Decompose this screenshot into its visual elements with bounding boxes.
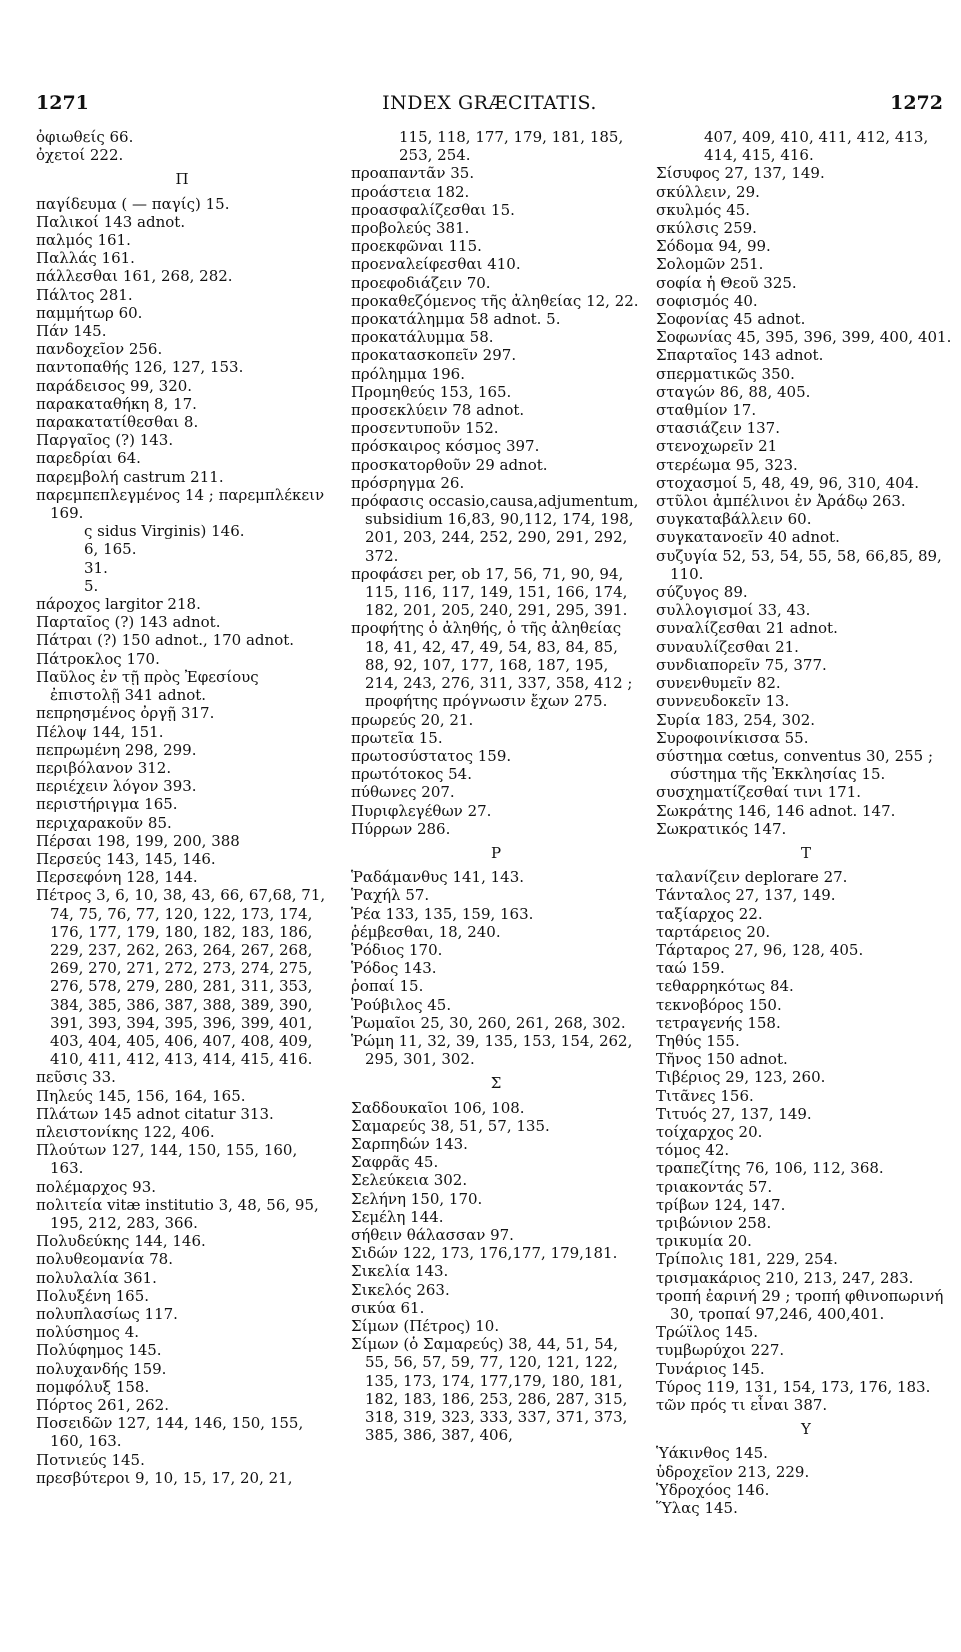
index-entry: Τυνάριος 145. [656,1359,765,1378]
index-entry: σκυλμός 45. [656,200,751,219]
section-letter: Π [175,170,189,189]
index-entry: προβολεύς 381. [351,219,470,238]
index-entry: Τῆνος 150 adnot. [656,1050,788,1069]
index-entry: τριβώνιον 258. [656,1213,772,1232]
index-entry: στῦλοι ἀμπέλινοι ἐν Ἀράδῳ 263. [656,492,906,511]
index-entry: πάλλεσθαι 161, 268, 282. [36,267,233,286]
index-entry: ταρτάρειος 20. [656,922,771,941]
index-entry: προεφοδιάζειν 70. [351,273,491,292]
page-number-left: 1271 [36,92,89,114]
index-entry: τεκνοβόρος 150. [656,995,782,1014]
index-entry: Σαδδουκαῖοι 106, 108. [351,1098,525,1117]
running-header [36,92,943,120]
index-entry: συνδιαπορεῖν 75, 377. [656,655,827,674]
index-entry: σοφισμός 40. [656,291,758,310]
index-entry: συγκατανοεῖν 40 adnot. [656,528,840,547]
index-entry-continuation: 6, 165. [84,540,137,559]
index-entry: Σίμων (Πέτρος) 10. [351,1317,500,1335]
index-entry-continuation: 115, 118, 177, 179, 181, 185, 253, 254. [399,128,624,165]
index-entry: τόμος 42. [656,1141,730,1160]
index-entry: τρίβων 124, 147. [656,1195,786,1214]
section-letter: Τ [800,843,811,862]
index-entry: πολυπλασίως 117. [36,1305,178,1323]
index-entry: προκατάλυμμα 58. [351,328,494,347]
index-entry: συνενθυμεῖν 82. [656,674,781,693]
section-letter: Σ [490,1074,502,1093]
index-entry: πομφόλυξ 158. [36,1377,150,1396]
index-entry-continuation: 407, 409, 410, 411, 412, 413, 414, 415, 416. [704,128,929,165]
index-entry: Σαφρᾶς 45. [351,1153,439,1172]
index-entry: Σαμαρεύς 38, 51, 57, 135. [351,1116,550,1135]
index-entry: προκατασκοπεῖν 297. [351,346,517,365]
index-entry: Ὕλας 145. [656,1499,738,1518]
index-entry: ὀχετοί 222. [36,146,124,165]
index-entry: Σελεύκεια 302. [351,1171,468,1190]
index-entry: παγίδευμα ( — παγίς) 15. [36,194,230,213]
index-entry: προκαθεζόμενος τῆς ἀληθείας 12, 22. [351,291,639,310]
index-entry: πρόφασις occasio,causa,adjumentum, subsidium 16,83, 90,112, 174, 198, 201, 203, 244, 252, 290, 291, 292, 372. [351,492,639,565]
index-entry: Τάρταρος 27, 96, 128, 405. [656,940,864,959]
index-entry: Τιτᾶνες 156. [656,1086,754,1105]
index-entry: περιέχειν λόγον 393. [36,777,197,796]
index-entry: σύζυγος 89. [656,583,748,602]
index-entry: προαπαντᾶν 35. [351,164,475,183]
index-entry: Σπαρταῖος 143 adnot. [656,346,824,365]
index-entry: στερέωμα 95, 323. [656,455,798,474]
index-entry: τροπή ἐαρινή 29 ; τροπή φθινοπωρινή 30, τροπαί 97,246, 400,401. [656,1286,944,1323]
index-entry: Ποτνιεύς 145. [36,1450,145,1469]
index-entry: τυμβωρύχοι 227. [656,1341,785,1360]
section-letter: Υ [801,1420,811,1439]
index-entry: πρωτοσύστατος 159. [351,746,512,765]
index-entry: ὀφιωθείς 66. [36,128,134,146]
index-entry: Πηλεύς 145, 156, 164, 165. [36,1086,246,1105]
index-entry: σήθειν θάλασσαν 97. [351,1225,514,1244]
index-entry: τετραγενής 158. [656,1013,781,1032]
index-entry: παντοπαθής 126, 127, 153. [36,358,244,377]
index-entry: Παλικοί 143 adnot. [36,212,186,231]
index-entry: τῶν πρός τι εἶναι 387. [656,1396,828,1415]
index-entry: Πλούτων 127, 144, 150, 155, 160, 163. [36,1141,298,1178]
index-entry: Σαρπηδών 143. [351,1134,468,1153]
index-entry: προεκφῶναι 115. [351,237,482,256]
index-entry: Πυριφλεγέθων 27. [351,801,492,820]
index-entry: πεπρωμένη 298, 299. [36,740,197,759]
index-entry: Τιτυός 27, 137, 149. [656,1104,812,1123]
index-entry: τρισμακάριος 210, 213, 247, 283. [656,1268,914,1287]
index-entry: συζυγία 52, 53, 54, 55, 58, 66,85, 89, 110. [656,546,942,583]
index-entry: Ῥωμαῖοι 25, 30, 260, 261, 268, 302. [351,1013,626,1032]
index-entry: σπερματικῶς 350. [656,364,795,383]
index-entry: Περσεύς 143, 145, 146. [36,849,216,868]
index-entry: παρακατατίθεσθαι 8. [36,413,199,432]
index-entry: πρεσβύτεροι 9, 10, 15, 17, 20, 21, [36,1468,293,1487]
index-entry: Παρταῖος (?) 143 adnot. [36,613,221,632]
index-entry: συγκαταβάλλειν 60. [656,510,812,529]
index-entry: πολύσημος 4. [36,1323,140,1342]
index-entry: συλλογισμοί 33, 43. [656,601,811,620]
index-entry: Ῥόδος 143. [351,959,437,978]
index-entry: Πάτραι (?) 150 adnot., 170 adnot. [36,631,295,650]
index-entry: περιβόλανον 312. [36,758,172,777]
index-entry: περιστήριγμα 165. [36,795,178,814]
index-entry: σκύλλειν, 29. [656,182,760,201]
index-entry: προεναλείφεσθαι 410. [351,255,521,274]
index-entry: προασφαλίζεσθαι 15. [351,200,515,219]
index-entry: Πύρρων 286. [351,819,451,838]
index-entry: Ῥέα 133, 135, 159, 163. [351,904,534,923]
index-entry: Πολυξένη 165. [36,1286,150,1305]
index-entry: Παργαῖος (?) 143. [36,431,174,450]
index-entry: Ῥαχήλ 57. [351,886,430,905]
index-entry: Πολύφημος 145. [36,1341,162,1360]
index-entry: συσχηματίζεσθαί τινι 171. [656,783,862,802]
index-entry: τριακοντάς 57. [656,1177,773,1196]
index-entry-continuation: 31. [84,558,108,577]
index-entry: Πέρσαι 198, 199, 200, 388 [36,831,240,850]
index-entry: πρωτότοκος 54. [351,765,472,784]
index-entry: στασιάζειν 137. [656,419,780,438]
index-entry: πεπρησμένος ὀργῇ 317. [36,704,215,723]
index-entry: πρωρεύς 20, 21. [351,710,474,729]
index-entry: πολιτεία vitæ institutio 3, 48, 56, 95, 195, 212, 283, 366. [36,1195,319,1232]
index-entry: Συροφοινίκισσα 55. [656,728,809,747]
index-column-1 [36,128,328,1487]
index-entry: παρεμβολή castrum 211. [36,467,224,486]
index-entry: Τιβέριος 29, 123, 260. [656,1068,826,1087]
index-entry: Τρίπολις 181, 229, 254. [656,1250,838,1269]
index-entry: Σικελός 263. [351,1280,450,1299]
index-entry: προσεκλύειν 78 adnot. [351,401,525,420]
index-entry: Σίσυφος 27, 137, 149. [656,164,825,183]
index-entry: προσκατορθοῦν 29 adnot. [351,455,548,474]
index-entry: πάροχος largitor 218. [36,595,201,614]
index-entry: Πολυδεύκης 144, 146. [36,1232,206,1251]
index-entry: Ποσειδῶν 127, 144, 146, 150, 155, 160, 163. [36,1414,304,1451]
index-entry: Ῥόδιος 170. [351,940,443,959]
index-entry: πρόλημμα 196. [351,364,465,383]
index-entry: συναλίζεσθαι 21 adnot. [656,619,838,638]
index-entry: τρικυμία 20. [656,1232,752,1251]
index-entry: σύστημα cœtus, conventus 30, 255 ; σύστημα τῆς Ἐκκλησίας 15. [656,746,934,784]
index-entry: Σόδομα 94, 99. [656,237,771,256]
index-entry: Πόρτος 261, 262. [36,1396,169,1415]
index-entry: ὑδροχεῖον 213, 229. [656,1462,810,1481]
index-entry: συναυλίζεσθαι 21. [656,637,799,656]
index-entry: Ῥαδάμανθυς 141, 143. [351,868,525,887]
index-entry: σκύλσις 259. [656,219,757,238]
index-entry: σταθμίον 17. [656,401,757,420]
index-entry: πεῦσις 33. [36,1068,116,1087]
index-entry: Ὑδροχόος 146. [656,1480,770,1499]
index-entry: πολυχανδής 159. [36,1359,167,1378]
index-entry: προκατάλημμα 58 adnot. 5. [351,310,561,329]
index-entry: περιχαρακοῦν 85. [36,813,172,832]
index-entry: Τύρος 119, 131, 154, 173, 176, 183. [656,1377,931,1396]
index-entry: Σοφονίας 45 adnot. [656,310,806,329]
index-entry: πολέμαρχος 93. [36,1177,157,1196]
index-entry: ῥοπαί 15. [351,977,424,996]
page-number-right: 1272 [890,92,943,114]
index-entry: παρεμπεπλεγμένος 14 ; παρεμπλέκειν 169. [36,485,325,523]
index-column-3 [656,128,956,1517]
index-entry: Ὑάκινθος 145. [656,1444,768,1463]
index-entry: Περσεφόνη 128, 144. [36,868,198,887]
index-entry: Πάν 145. [36,322,107,341]
index-entry: τραπεζίτης 76, 106, 112, 368. [656,1159,884,1178]
index-entry: παμμήτωρ 60. [36,303,143,322]
index-entry: πρόσρηγμα 26. [351,473,465,492]
index-entry: πύθωνες 207. [351,783,455,802]
index-entry: πλειστονίκης 122, 406. [36,1122,215,1141]
index-entry: Σωκρατικός 147. [656,819,787,838]
index-entry: Παῦλος ἐν τῇ πρὸς Ἐφεσίους ἐπιστολῇ 341 adnot. [36,667,259,705]
index-entry: Πέλοψ 144, 151. [36,722,164,741]
index-entry: σικύα 61. [351,1298,425,1317]
index-entry: Σωκράτης 146, 146 adnot. 147. [656,801,896,820]
index-entry: Σοφωνίας 45, 395, 396, 399, 400, 401. [656,328,952,347]
index-entry: τοίχαρχος 20. [656,1122,763,1141]
index-entry: Σιδών 122, 173, 176,177, 179,181. [351,1244,618,1263]
index-entry: Τηθύς 155. [656,1031,740,1050]
section-letter: Ρ [490,843,502,862]
index-entry: προφήτης ὁ ἀληθής, ὁ τῆς ἀληθείας 18, 41, 42, 47, 49, 54, 83, 84, 85, 88, 92, 107, 177, 168, 187, 195, 214, 243, 276, 311, 337, 358, 412 ; προφήτης πρόγνωσιν ἔχων 275. [351,619,633,711]
index-entry: Πλάτων 145 adnot citatur 313. [36,1104,274,1123]
index-entry: συννευδοκεῖν 13. [656,692,790,711]
index-entry-continuation: 5. [84,576,99,595]
index-entry: ῥέμβεσθαι, 18, 240. [351,922,501,941]
index-entry: τεθαρρηκότως 84. [656,977,794,996]
index-entry: Πέτρος 3, 6, 10, 38, 43, 66, 67,68, 71, 74, 75, 76, 77, 120, 122, 173, 174, 176, 177, 179, 180, 182, 183, 186, 229, 237, 262, 263, 264, 267, 268, 269, 270, 271, 272, 273, 274, 275, 276, 578, 279, 280, 281, 311, 353, 384, 385, 386, 387, 388, 389, 390, 391, 393, 394, 395, 396, 399, 401, 403, 404, 405, 406, 407, 408, 409, 410, 411, 412, 413, 414, 415, 416. [36,886,326,1069]
index-entry: πολυλαλία 361. [36,1268,157,1287]
index-entry: πρόσκαιρος κόσμος 397. [351,437,540,456]
index-entry-continuation: ς sidus Virginis) 146. [84,522,245,541]
index-entry: παρεδρίαι 64. [36,449,141,468]
index-entry: Ῥούβιλος 45. [351,995,452,1014]
index-entry: Πάτροκλος 170. [36,649,160,668]
index-entry: Πάλτος 281. [36,285,133,304]
index-entry: Σεμέλη 144. [351,1207,444,1226]
page-title: INDEX GRÆCITATIS. [382,92,597,114]
index-entry: Σικελία 143. [351,1262,449,1281]
index-entry: παράδεισος 99, 320. [36,376,193,395]
index-entry: στοχασμοί 5, 48, 49, 96, 310, 404. [656,473,919,492]
index-entry: στενοχωρεῖν 21 [656,437,778,456]
index-entry: Συρία 183, 254, 302. [656,710,816,729]
index-entry: ταξίαρχος 22. [656,904,763,923]
index-entry: σταγών 86, 88, 405. [656,382,811,401]
index-entry: προφάσει per, ob 17, 56, 71, 90, 94, 115, 116, 117, 149, 151, 166, 174, 182, 201, 205, 240, 291, 295, 391. [351,564,628,620]
index-column-2 [351,128,641,1444]
index-entry: πρωτεῖα 15. [351,728,443,747]
index-entry: προάστεια 182. [351,182,470,201]
index-entry: πολυθεομανία 78. [36,1250,173,1269]
index-entry: Σίμων (ὁ Σαμαρεύς) 38, 44, 51, 54, 55, 56, 57, 59, 77, 120, 121, 122, 135, 173, 174, 177,179, 180, 181, 182, 183, 186, 253, 286, 287, 315, 318, 319, 323, 333, 337, 371, 373, 385, 386, 387, 406, [351,1335,628,1445]
index-entry: ταλανίζειν deplorare 27. [656,868,848,887]
index-entry: Σελήνη 150, 170. [351,1189,483,1208]
index-entry: Σολομῶν 251. [656,255,764,274]
index-entry: πανδοχεῖον 256. [36,340,163,359]
index-entry: προσεντυποῦν 152. [351,419,499,438]
index-entry: Προμηθεύς 153, 165. [351,382,512,401]
index-entry: Ῥώμη 11, 32, 39, 135, 153, 154, 262, 295, 301, 302. [351,1031,633,1069]
index-entry: Τρώϊλος 145. [656,1323,759,1342]
index-entry: ταώ 159. [656,959,725,978]
index-entry: Παλλάς 161. [36,249,135,268]
index-entry: παλμός 161. [36,231,131,250]
index-entry: παρακαταθήκη 8, 17. [36,394,197,413]
index-entry: Τάνταλος 27, 137, 149. [656,886,836,905]
index-entry: σοφία ἡ Θεοῦ 325. [656,273,797,292]
